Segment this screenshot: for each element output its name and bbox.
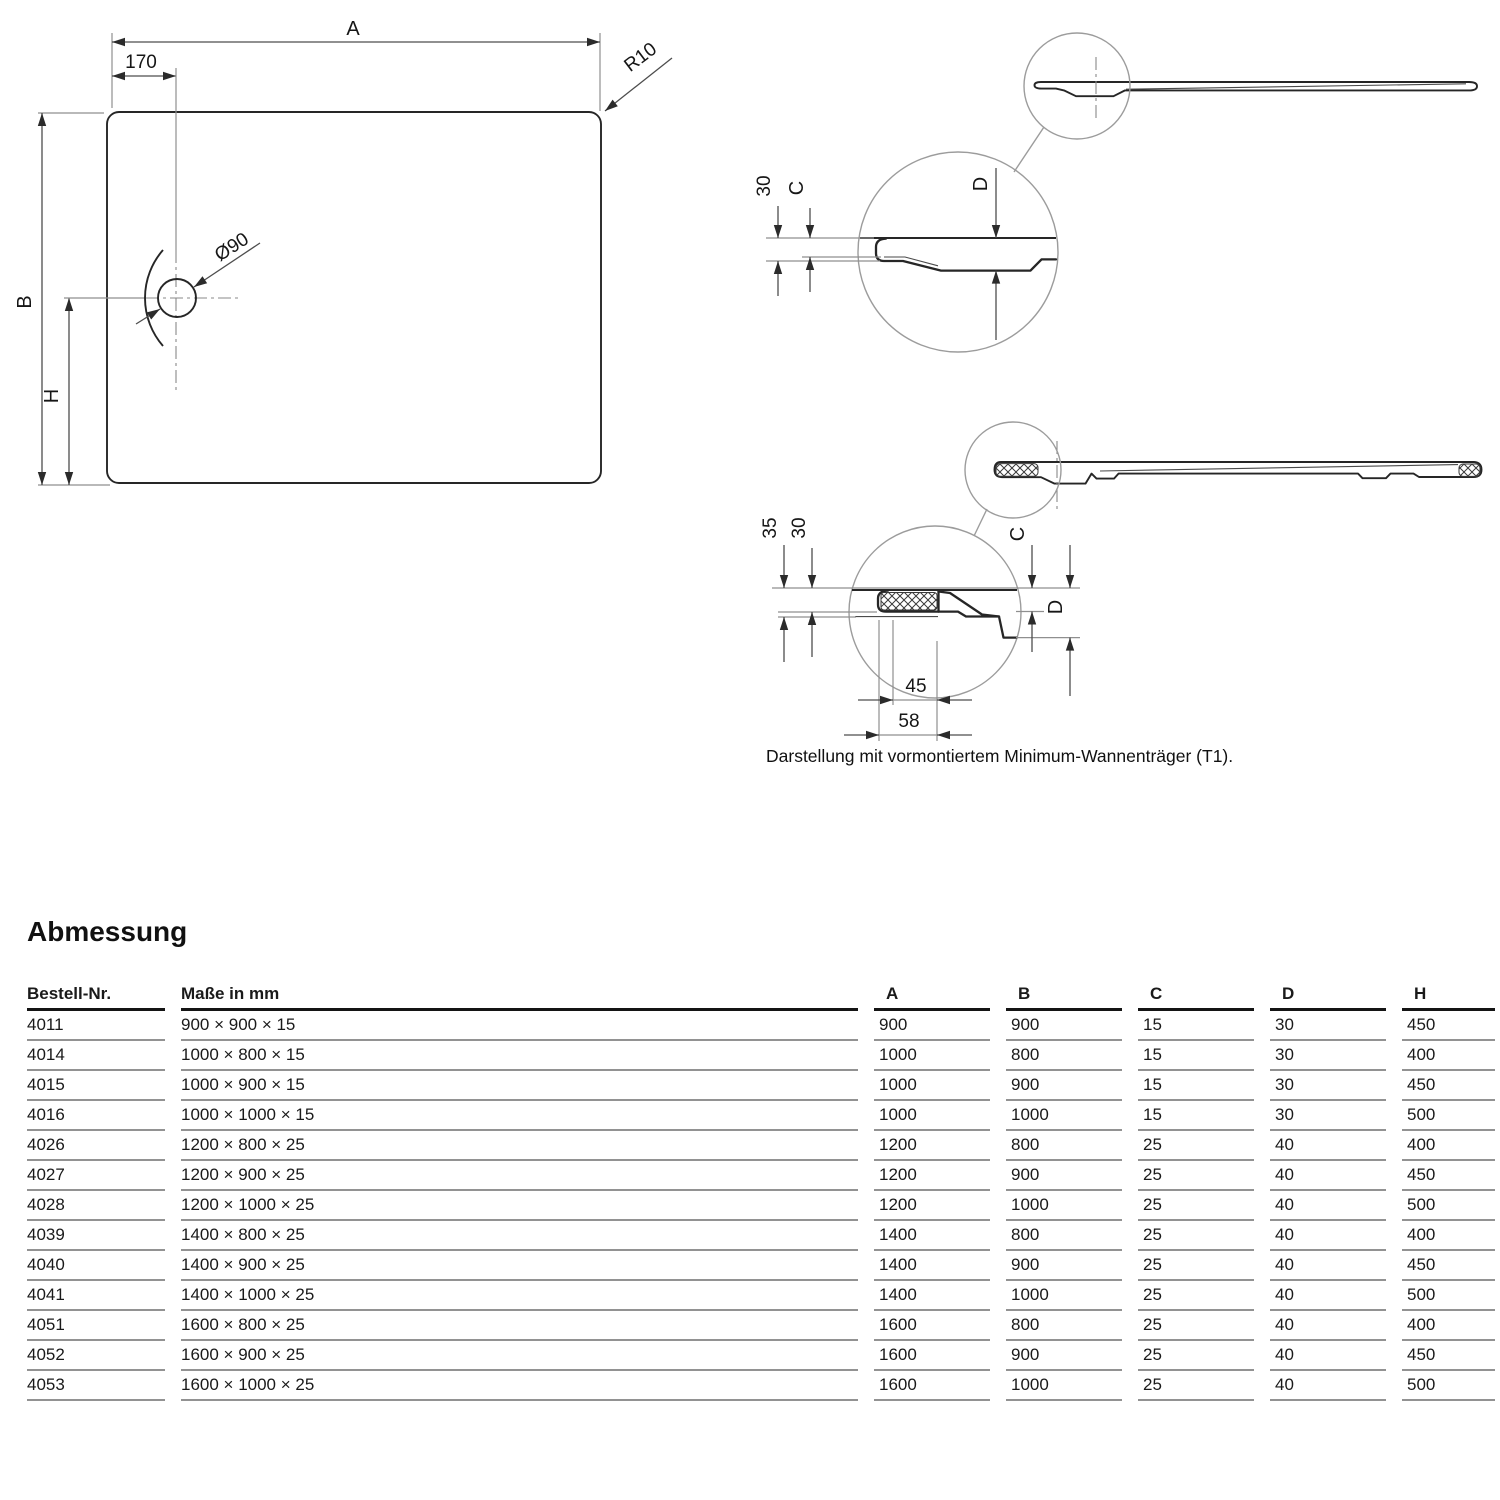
drawing-caption: Darstellung mit vormontiertem Minimum-Wannenträger (T1). xyxy=(766,746,1234,766)
col-header-masse: Maße in mm xyxy=(181,982,858,1011)
cell-b: 800 xyxy=(1006,1311,1122,1341)
plan-view-drawing xyxy=(14,18,672,485)
cell-a: 1600 xyxy=(874,1341,990,1371)
cell-d: 40 xyxy=(1270,1281,1386,1311)
cell-c: 25 xyxy=(1138,1161,1254,1191)
section-title: Abmessung xyxy=(27,916,188,947)
s2-dim-45: 45 xyxy=(905,676,927,697)
table-body xyxy=(27,1011,1495,1401)
support-hatch-right xyxy=(1459,464,1480,476)
cell-a: 1400 xyxy=(874,1221,990,1251)
cell-c: 25 xyxy=(1138,1281,1254,1311)
cell-bestell-nr: 4015 xyxy=(27,1071,165,1101)
cell-bestell-nr: 4051 xyxy=(27,1311,165,1341)
cell-h: 400 xyxy=(1402,1311,1495,1341)
s1-dim-d: D xyxy=(970,176,992,192)
cell-d: 40 xyxy=(1270,1221,1386,1251)
table-row xyxy=(27,1281,1495,1311)
cell-bestell-nr: 4052 xyxy=(27,1341,165,1371)
cell-masse: 1200 × 800 × 25 xyxy=(181,1131,858,1161)
section-traeger-drawing xyxy=(760,422,1482,741)
cell-a: 1000 xyxy=(874,1071,990,1101)
table-row xyxy=(27,1221,1495,1251)
cell-c: 25 xyxy=(1138,1371,1254,1401)
cell-bestell-nr: 4028 xyxy=(27,1191,165,1221)
s2-dim-58: 58 xyxy=(898,711,920,732)
table-row xyxy=(27,1041,1495,1071)
support-hatch-left xyxy=(996,464,1038,477)
cell-b: 900 xyxy=(1006,1251,1122,1281)
cell-masse: 1600 × 1000 × 25 xyxy=(181,1371,858,1401)
table-row xyxy=(27,1311,1495,1341)
cell-b: 800 xyxy=(1006,1221,1122,1251)
cell-h: 400 xyxy=(1402,1221,1495,1251)
cell-a: 1200 xyxy=(874,1131,990,1161)
cell-h: 400 xyxy=(1402,1131,1495,1161)
cell-h: 450 xyxy=(1402,1251,1495,1281)
cell-c: 25 xyxy=(1138,1191,1254,1221)
cell-h: 450 xyxy=(1402,1161,1495,1191)
cell-d: 30 xyxy=(1270,1041,1386,1071)
cell-h: 500 xyxy=(1402,1371,1495,1401)
s2-dim-c: C xyxy=(1007,526,1029,542)
cell-d: 40 xyxy=(1270,1191,1386,1221)
section-view-drawing xyxy=(754,33,1477,352)
cell-b: 900 xyxy=(1006,1161,1122,1191)
cell-masse: 1000 × 900 × 15 xyxy=(181,1071,858,1101)
cell-d: 40 xyxy=(1270,1251,1386,1281)
cell-b: 900 xyxy=(1006,1071,1122,1101)
cell-bestell-nr: 4041 xyxy=(27,1281,165,1311)
cell-d: 30 xyxy=(1270,1071,1386,1101)
cell-c: 25 xyxy=(1138,1221,1254,1251)
col-header-c: C xyxy=(1138,982,1254,1011)
cell-a: 1600 xyxy=(874,1311,990,1341)
cell-c: 25 xyxy=(1138,1311,1254,1341)
cell-c: 15 xyxy=(1138,1071,1254,1101)
col-header-b: B xyxy=(1006,982,1122,1011)
table-row xyxy=(27,1191,1495,1221)
cell-masse: 1400 × 1000 × 25 xyxy=(181,1281,858,1311)
cell-masse: 1200 × 1000 × 25 xyxy=(181,1191,858,1221)
cell-c: 15 xyxy=(1138,1101,1254,1131)
dimensions-table xyxy=(27,982,1495,1401)
s2-dim-35: 35 xyxy=(760,517,781,539)
detail-circle xyxy=(858,152,1058,352)
cell-b: 1000 xyxy=(1006,1191,1122,1221)
cell-c: 15 xyxy=(1138,1011,1254,1041)
cell-b: 800 xyxy=(1006,1131,1122,1161)
cell-h: 400 xyxy=(1402,1041,1495,1071)
cell-masse: 1400 × 900 × 25 xyxy=(181,1251,858,1281)
cell-masse: 1400 × 800 × 25 xyxy=(181,1221,858,1251)
cell-b: 1000 xyxy=(1006,1371,1122,1401)
detail-profile-2 xyxy=(939,592,1017,638)
col-header-bestell-nr: Bestell-Nr. xyxy=(27,982,165,1011)
cell-a: 900 xyxy=(874,1011,990,1041)
cell-a: 1400 xyxy=(874,1251,990,1281)
support-hatch-detail xyxy=(881,593,937,611)
cell-bestell-nr: 4014 xyxy=(27,1041,165,1071)
cell-c: 25 xyxy=(1138,1251,1254,1281)
table-header-row xyxy=(27,982,1495,1011)
cell-bestell-nr: 4027 xyxy=(27,1161,165,1191)
col-header-a: A xyxy=(874,982,990,1011)
s2-dim-30: 30 xyxy=(789,517,810,539)
detail-profile xyxy=(876,239,1056,271)
cell-h: 500 xyxy=(1402,1101,1495,1131)
cell-a: 1400 xyxy=(874,1281,990,1311)
cell-c: 25 xyxy=(1138,1131,1254,1161)
col-header-h: H xyxy=(1402,982,1495,1011)
cell-h: 500 xyxy=(1402,1281,1495,1311)
detail-bubble xyxy=(1024,33,1130,139)
cell-b: 800 xyxy=(1006,1041,1122,1071)
cell-a: 1000 xyxy=(874,1101,990,1131)
table-row xyxy=(27,1071,1495,1101)
cell-b: 1000 xyxy=(1006,1281,1122,1311)
dim-label-170: 170 xyxy=(125,52,157,73)
cell-a: 1600 xyxy=(874,1371,990,1401)
s1-dim-c: C xyxy=(786,180,808,196)
table-row xyxy=(27,1251,1495,1281)
cell-bestell-nr: 4039 xyxy=(27,1221,165,1251)
cell-masse: 900 × 900 × 15 xyxy=(181,1011,858,1041)
cell-b: 900 xyxy=(1006,1011,1122,1041)
cell-h: 450 xyxy=(1402,1011,1495,1041)
cell-a: 1200 xyxy=(874,1191,990,1221)
table-row xyxy=(27,1161,1495,1191)
dim-label-r10: R10 xyxy=(620,38,661,77)
cell-masse: 1600 × 900 × 25 xyxy=(181,1341,858,1371)
col-header-d: D xyxy=(1270,982,1386,1011)
cell-bestell-nr: 4026 xyxy=(27,1131,165,1161)
cell-a: 1200 xyxy=(874,1161,990,1191)
table-row xyxy=(27,1341,1495,1371)
cell-bestell-nr: 4016 xyxy=(27,1101,165,1131)
cell-masse: 1000 × 1000 × 15 xyxy=(181,1101,858,1131)
cell-b: 900 xyxy=(1006,1341,1122,1371)
cell-d: 40 xyxy=(1270,1371,1386,1401)
cell-c: 25 xyxy=(1138,1341,1254,1371)
cell-bestell-nr: 4053 xyxy=(27,1371,165,1401)
cell-d: 30 xyxy=(1270,1011,1386,1041)
table-row xyxy=(27,1131,1495,1161)
cell-masse: 1200 × 900 × 25 xyxy=(181,1161,858,1191)
table-row xyxy=(27,1011,1495,1041)
cell-d: 40 xyxy=(1270,1161,1386,1191)
cell-d: 40 xyxy=(1270,1341,1386,1371)
table-row xyxy=(27,1101,1495,1131)
cell-d: 40 xyxy=(1270,1311,1386,1341)
dim-label-drain-diameter: Ø90 xyxy=(211,228,253,266)
dim-label-h: H xyxy=(41,388,63,404)
cell-h: 450 xyxy=(1402,1071,1495,1101)
cell-h: 450 xyxy=(1402,1341,1495,1371)
cell-masse: 1600 × 800 × 25 xyxy=(181,1311,858,1341)
cell-bestell-nr: 4040 xyxy=(27,1251,165,1281)
cell-masse: 1000 × 800 × 15 xyxy=(181,1041,858,1071)
cell-h: 500 xyxy=(1402,1191,1495,1221)
cell-d: 30 xyxy=(1270,1101,1386,1131)
dim-label-a: A xyxy=(346,18,360,40)
cell-d: 40 xyxy=(1270,1131,1386,1161)
cell-a: 1000 xyxy=(874,1041,990,1071)
s2-dim-d: D xyxy=(1045,599,1067,615)
table-row xyxy=(27,1371,1495,1401)
dim-label-b: B xyxy=(14,295,36,309)
cell-bestell-nr: 4011 xyxy=(27,1011,165,1041)
cell-b: 1000 xyxy=(1006,1101,1122,1131)
cell-c: 15 xyxy=(1138,1041,1254,1071)
s1-dim-30: 30 xyxy=(754,175,775,197)
